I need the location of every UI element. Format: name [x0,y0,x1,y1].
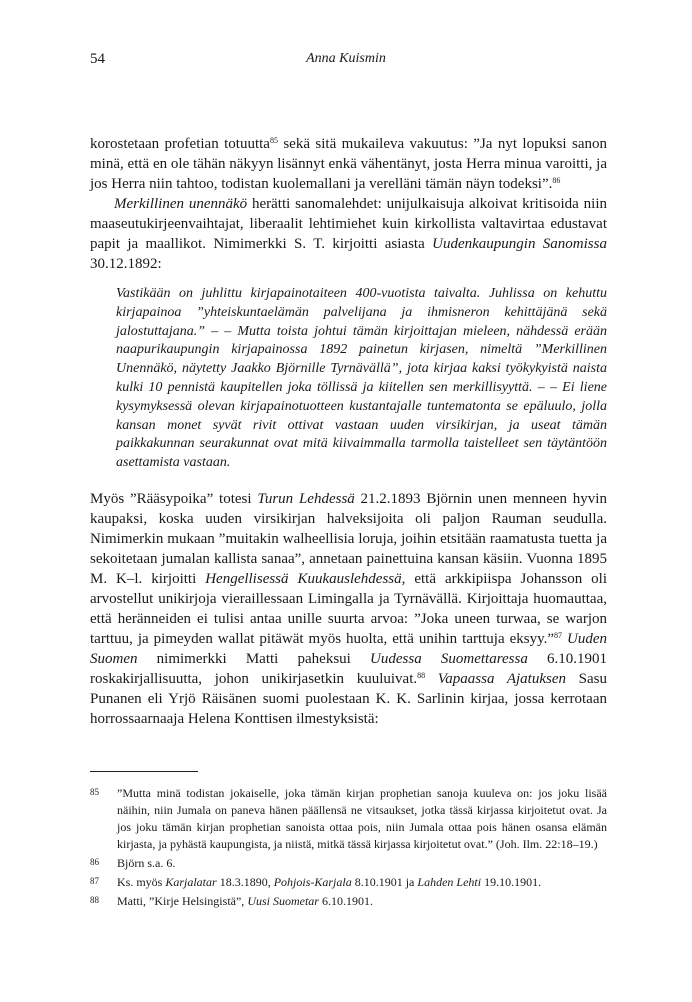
footnote-text: ”Mutta minä todistan jokaiselle, joka tämän kirjan prophetian sanoja kuuleva on: jos joku lisää näihin, niin Jumala on paneva hänen päällensä ne vitsaukset, jotka tässä kirjassa kirjoitetut ovat. Ja jos joku tämän kirjan prophetian sanoista ottaa pois, niin Jumala ottaa pois hänen osansa elämän kirjasta, ja pyhästä kaupungista, ja niistä, mitkä tässä kirjassa kirjoitetut ovat.” (Joh. Ilm. 22:18–19.) [117,786,607,851]
footnote-number: 86 [90,857,99,867]
footnote-number: 88 [90,895,99,905]
footnote-text: Ks. myös Karjalatar 18.3.1890, Pohjois-Karjala 8.10.1901 ja Lahden Lehti 19.10.1901. [117,875,542,889]
footnote-text: Björn s.a. 6. [117,856,176,870]
footnote-ref-85[interactable]: 85 [269,136,278,145]
paragraph-1: korostetaan profetian totuutta$^{85}$ sekä sitä mukaileva vakuutus: ”Ja nyt lopuksi sanon minä, että en ole tähän näkyyn lisännyt enkä vähentänyt, josta Herra minua varoitti, ja jos Herra niin tahtoo, todistan kuolemallani ja verelläni tämän näyn todeksi”.$^{86}$ [90,136,608,192]
footnotes [90,785,607,910]
footnote-88 [90,893,607,910]
footnote-number: 87 [90,876,99,886]
footnote-divider [90,771,198,772]
footnote-ref-88[interactable]: 88 [417,671,426,680]
footnote-ref-86[interactable]: 86 [552,176,561,185]
paragraph-2: Merkillinen unennäkö herätti sanomalehdet: unijulkaisuja alkoivat kritisoida niin maaseutukirjeenvaihtajat, liberaalit lehtimiehet kuin kirkollista valtavirtaa edustavat papit ja maallikot. Nimimerkki S. T. kirjoitti asiasta Uudenkaupungin Sanomissa 30.12.1892: [90,196,607,272]
page-number: 54 [90,51,105,67]
footnote-text: Matti, ”Kirje Helsingistä”, Uusi Suometar 6.10.1901. [117,894,373,908]
block-quote: Vastikään on juhlittu kirjapainotaiteen 400-vuotista taivalta. Juhlissa on kehuttu kirjapainoa ”yhteiskuntaelämän palvelijana ja ihmisneron kehittäjänä sekä jalostuttajana.” – – Mutta toista johtui tämän kirjoittajan mieleen, nähdessä erään naapurikaupungin kirjapainossa 1892 painetun kirjasen, nimeltä ”Merkillinen Unennäkö, näytetty Jaakko Björnille Tyrnävällä”, jota kirjaa kaksi työkykyistä naista kulki 10 pennistä kaupitellen joka töllissä ja kiitellen sen merkillisyyttä. – – Ei liene kysymyksessä olevan kirjapainotuotteen kustantajalle tuntematonta se epäluulo, jolla kansan monet syvät rivit ottivat vastaan uuden virsikirjan, ja useat tämän paikkakunnan seurakunnat ovat mitä kiivaimmalla tarmolla taistelleet sen täytäntöön asettamista vastaan. [116,286,607,471]
running-head-author: Anna Kuismin [306,51,386,66]
paragraph-3: Myös ”Rääsypoika” totesi Turun Lehdessä 21.2.1893 Björnin unen menneen hyvin kaupaksi, koska uuden virsikirjan halveksijoita oli paljon Rauman seudulla. Nimimerkin mukaan ”muitakin walheellisia loruja, joihin etsitään raamatusta tuetta ja sekoitetaan jumalan kallista sanaa”, annetaan painettuina kansan käsiin. Vuonna 1895 M. K–l. kirjoitti Hengellisessä Kuukauslehdessä, että arkkipiispa Johansson oli arvostellut unikirjoja vieraillessaan Limingalla ja Tyrnävällä. Kirjoittaja huomauttaa, että heränneiden ei tulisi antaa unille suurta arvoa: ”Joka uneen turwaa, se warjon tarttuu, ja pimeyden wallat pitäwät myös huolta, että unihin tarttuja eksyy.”$^{87}$ Uuden Suomen nimimerkki Matti paheksui Uudessa Suomettaressa 6.10.1901 roskakirjallisuutta, johon unikirjasetkin kuuluivat.$^{88}$ Vapaassa Ajatuksen Sasu Punanen eli Yrjö Räisänen suomi puolestaan K. K. Sarlinin kirjaa, jossa kerrotaan horrossaarnaaja Helena Konttisen ilmestyksistä: [90,491,608,727]
footnote-86 [90,855,607,872]
footnote-number: 85 [90,787,99,797]
footnote-85 [90,785,607,853]
footnote-87 [90,874,607,891]
footnote-ref-87[interactable]: 87 [554,631,563,640]
body-paragraphs [90,134,607,274]
